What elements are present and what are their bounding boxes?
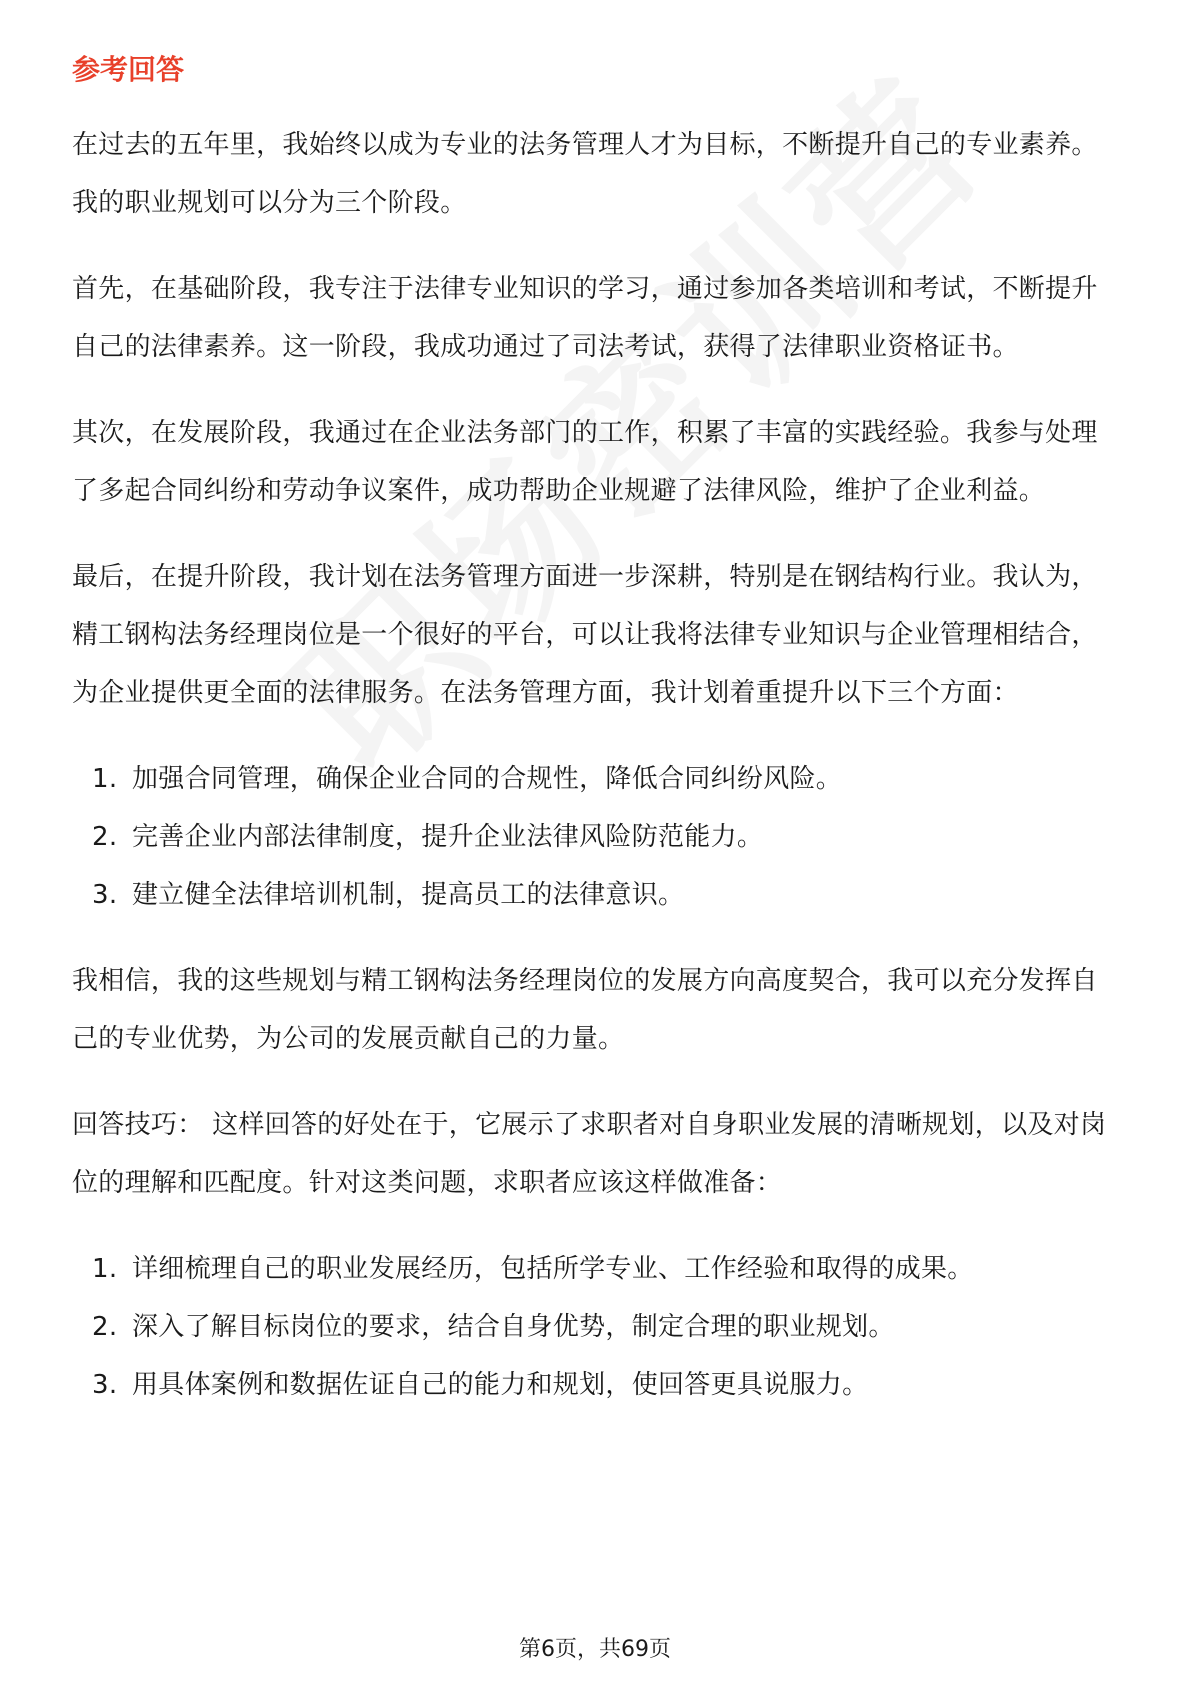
document-body [72, 50, 1122, 1442]
preparation-list [72, 1240, 1122, 1414]
paragraph-stage-2: 其次，在发展阶段，我通过在企业法务部门的工作，积累了丰富的实践经验。我参与处理了多起合同纠纷和劳动争议案件，成功帮助企业规避了法律风险，维护了企业利益。 [72, 418, 1098, 506]
paragraph-tips: 回答技巧： 这样回答的好处在于，它展示了求职者对自身职业发展的清晰规划，以及对岗位的理解和匹配度。针对这类问题，求职者应该这样做准备： [72, 1110, 1107, 1198]
list-item: 3. 建立健全法律培训机制，提高员工的法律意识。 [126, 866, 1122, 924]
list-item: 2. 完善企业内部法律制度，提升企业法律风险防范能力。 [126, 808, 1122, 866]
list-item: 1. 加强合同管理，确保企业合同的合规性，降低合同纠纷风险。 [126, 750, 1122, 808]
paragraph-conclusion: 我相信，我的这些规划与精工钢构法务经理岗位的发展方向高度契合，我可以充分发挥自己的专业优势，为公司的发展贡献自己的力量。 [72, 966, 1098, 1054]
paragraph-intro: 在过去的五年里，我始终以成为专业的法务管理人才为目标，不断提升自己的专业素养。我的职业规划可以分为三个阶段。 [72, 130, 1098, 218]
list-item: 1. 详细梳理自己的职业发展经历，包括所学专业、工作经验和取得的成果。 [126, 1240, 1122, 1298]
list-item: 3. 用具体案例和数据佐证自己的能力和规划，使回答更具说服力。 [126, 1356, 1122, 1414]
page-number: 第6页，共69页 [519, 1637, 671, 1662]
paragraph-stage-3: 最后，在提升阶段，我计划在法务管理方面进一步深耕，特别是在钢结构行业。我认为，精工钢构法务经理岗位是一个很好的平台，可以让我将法律专业知识与企业管理相结合，为企业提供更全面的法律服务。在法务管理方面，我计划着重提升以下三个方面： [72, 562, 1098, 708]
improvement-list [72, 750, 1122, 924]
list-item: 2. 深入了解目标岗位的要求，结合自身优势，制定合理的职业规划。 [126, 1298, 1122, 1356]
paragraph-stage-1: 首先，在基础阶段，我专注于法律专业知识的学习，通过参加各类培训和考试，不断提升自己的法律素养。这一阶段，我成功通过了司法考试，获得了法律职业资格证书。 [72, 274, 1098, 362]
section-heading: 参考回答 [72, 53, 185, 86]
